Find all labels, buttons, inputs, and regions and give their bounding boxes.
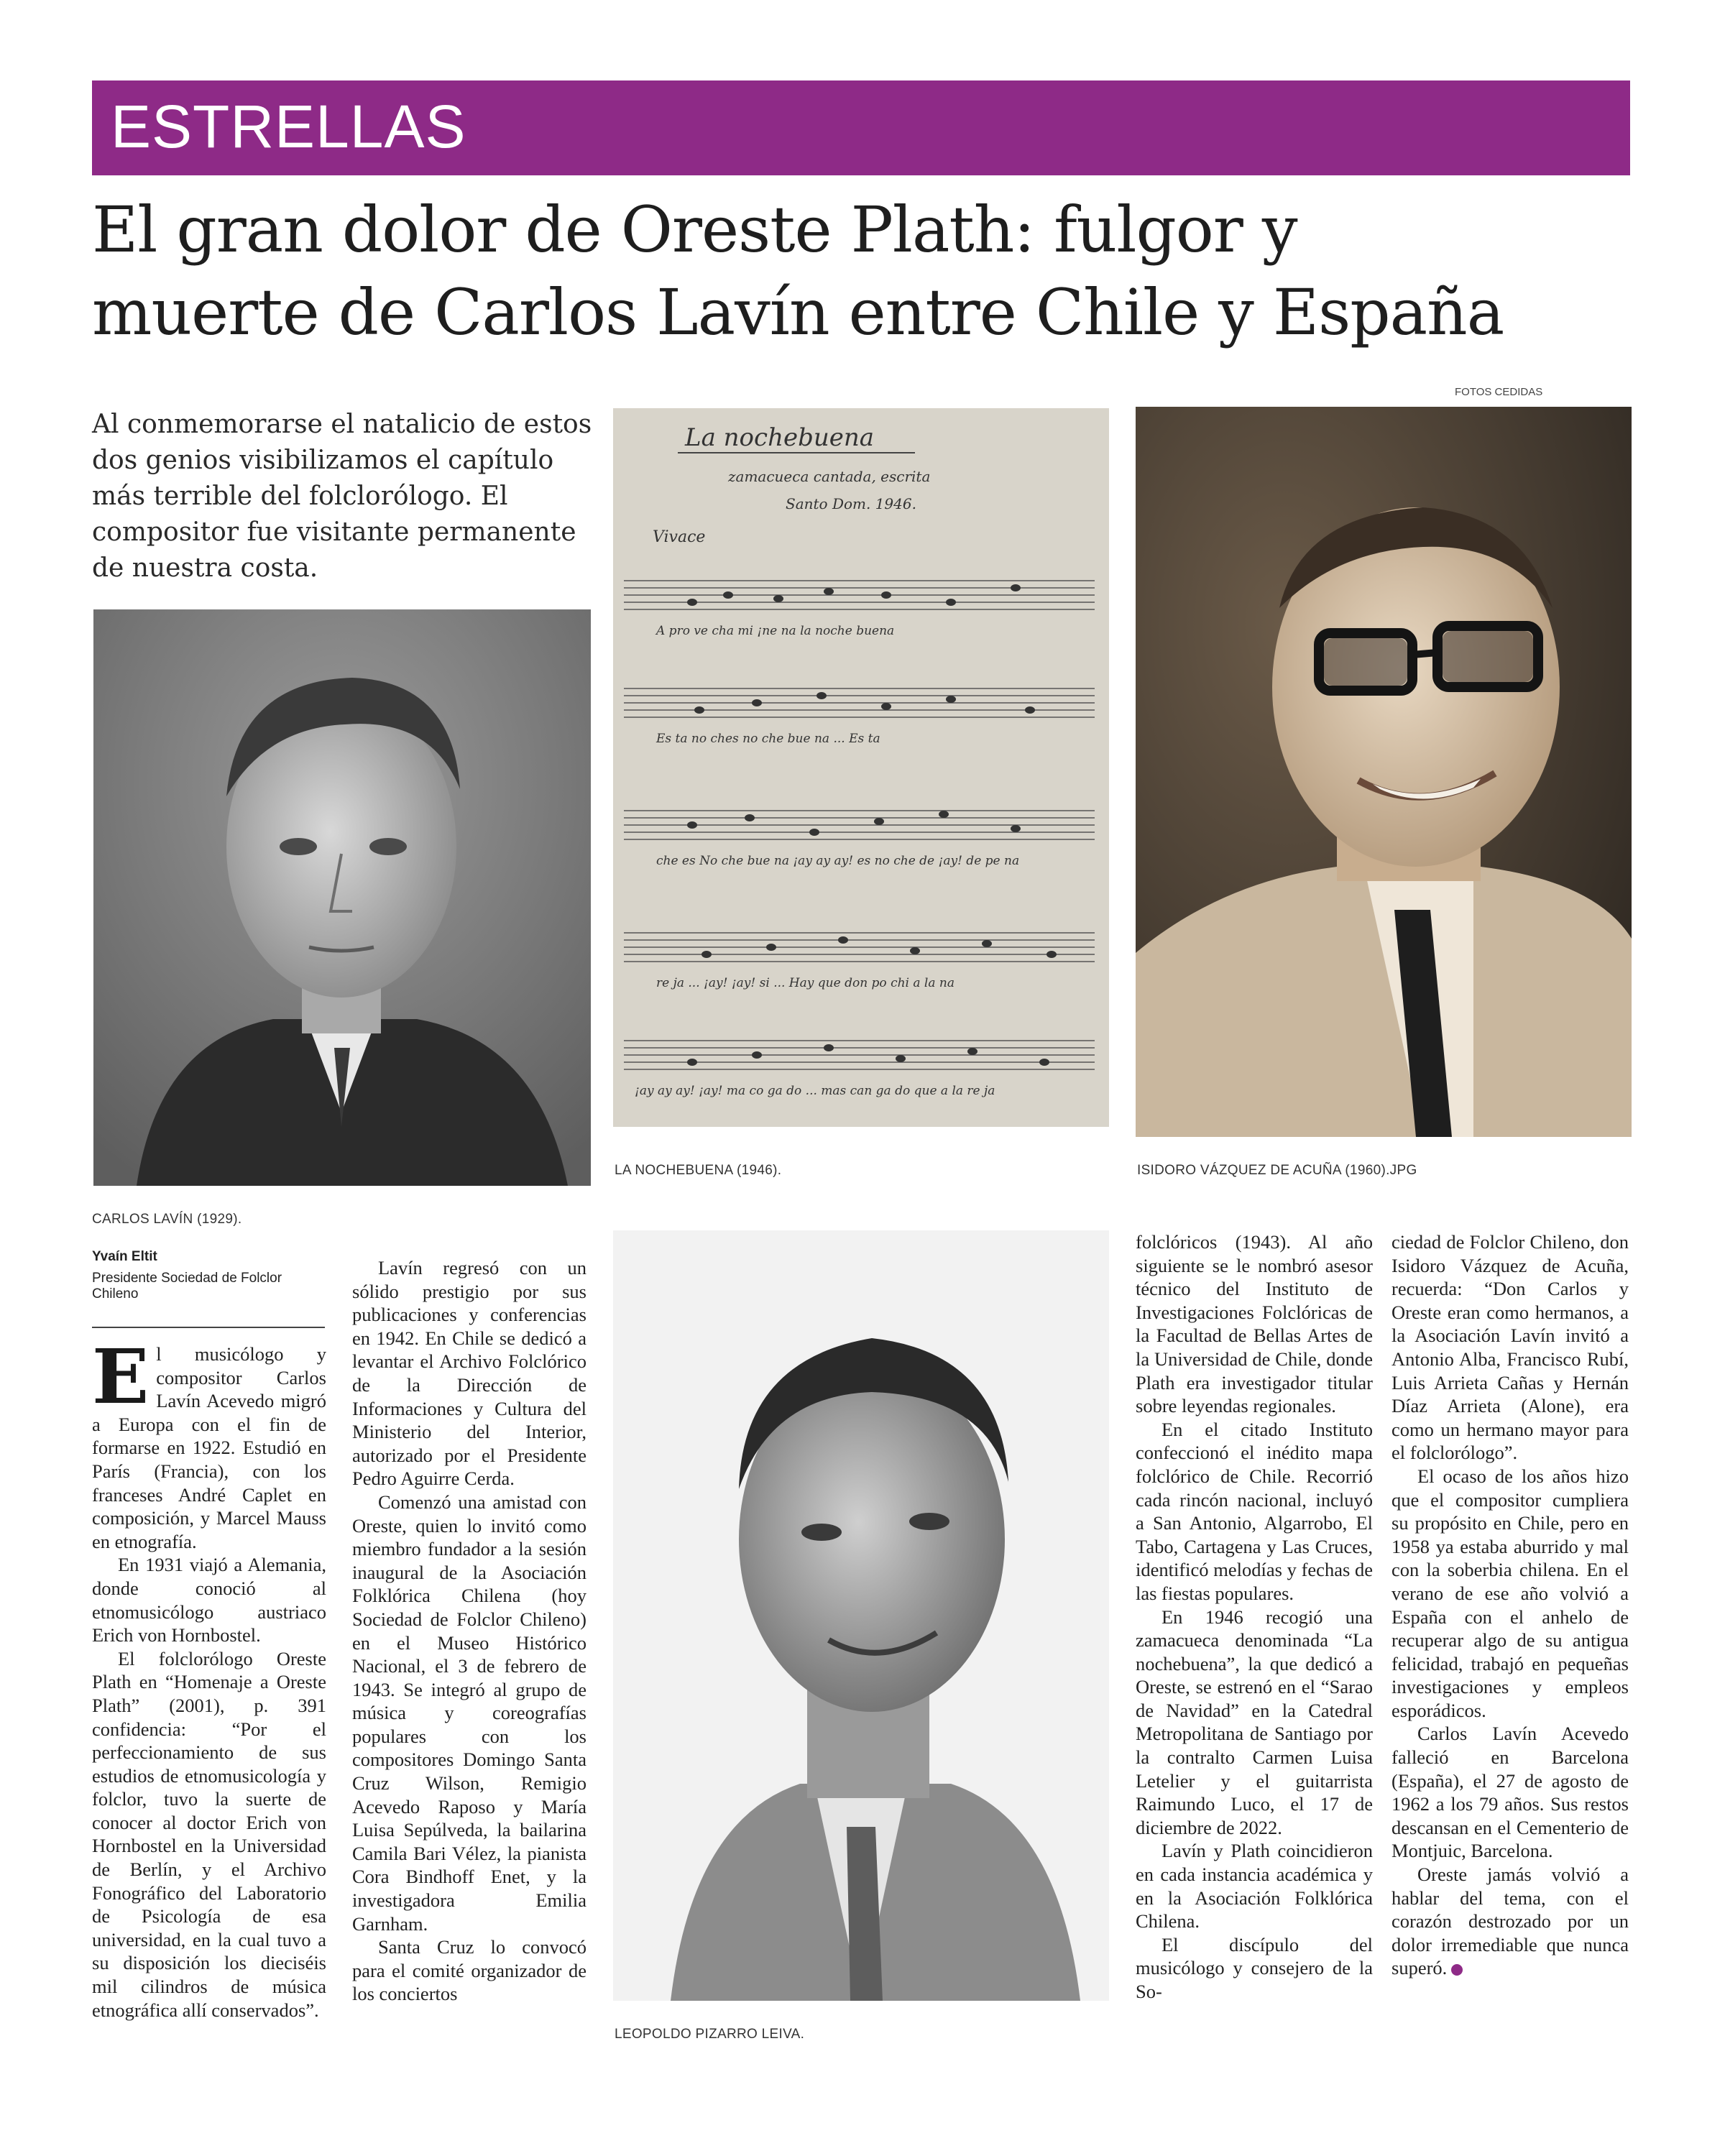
byline-rule [92,1327,325,1328]
photo-isidoro-vazquez [1136,407,1632,1137]
score-manuscript [613,408,1109,1127]
body-paragraph: En 1946 recogió una zamacueca denominada “La nochebuena”, la que dedicó a Oreste, se estrenó en el “Sarao de Navidad” en la Catedral Metropolitana de Santiago por la contralto Carmen Luisa Letelier y el guitarrista Raimundo Luco, el 17 de diciembre de 2022. [1136,1606,1373,1838]
photo-carlos-lavin [93,609,591,1186]
caption-leopoldo: LEOPOLDO PIZARRO LEIVA. [615,2027,805,2042]
byline-name: Yvaín Eltit [92,1249,157,1264]
deck-summary: Al conmemorarse el natalicio de estos dos genios visibilizamos el capítulo más terrible del folclorólogo. El compositor fue visitante permanente de nuestra costa. [92,410,592,583]
body-column-4 [1392,1230,1629,1980]
headline [92,188,1644,354]
body-paragraph: Santa Cruz lo convocó para el comité organizador de los conciertos [352,1936,586,2005]
headline-line-1: El gran dolor de Oreste Plath: fulgor y [92,193,1297,267]
caption-isidoro: ISIDORO VÁZQUEZ DE ACUÑA (1960).JPG [1137,1163,1417,1178]
body-paragraph: Lavín regresó con un sólido prestigio por sus publicaciones y conferencias en 1942. En Chile se dedicó a levantar el Archivo Folclórico de la Dirección de Informaciones y Cultura del Ministerio del Interior, autorizado por el Presidente Pedro Aguirre Cerda. [352,1257,586,1490]
body-paragraph: En 1931 viajó a Alemania, donde conoció al etnomusicólogo austriaco Erich von Hornbostel. [92,1554,326,1646]
photo-leopoldo-pizarro [613,1230,1109,2001]
body-paragraph: El ocaso de los años hizo que el compositor cumpliera su propósito en Chile, pero en 1958 ya estaba aburrido y mal con la soberbia chilena. En el verano de ese año volvió a España con el anhelo de recuperar algo de su antigua felicidad, trabajó en pequeñas investigaciones y empleos esporádicos. [1392,1465,1629,1721]
caption-carlos-lavin: CARLOS LAVÍN (1929). [92,1212,242,1227]
body-paragraph: Carlos Lavín Acevedo falleció en Barcelona (España), el 27 de agosto de 1962 a los 79 años. Sus restos descansan en el Cementerio de Montjuic, Barcelona. [1392,1723,1629,1862]
score-subtitle-1: zamacueca cantada, escrita [728,468,931,485]
section-label: ESTRELLAS [111,93,466,160]
score-subtitle-2: Santo Dom. 1946. [786,495,916,512]
portrait-carlos-lavin [93,609,591,1186]
body-paragraph: El musicólogo y compositor Carlos Lavín Acevedo migró a Europa con el fin de formarse en 1922. Estudió en París (Francia), con los franceses André Caplet en composición, y Marcel Mauss en etnografía. [92,1332,326,1552]
body-paragraph: folclóricos (1943). Al año siguiente se le nombró asesor técnico del Instituto de Investigaciones Folclóricas de la Facultad de Bellas Artes de la Universidad de Chile, donde Plath era investigador titular sobre leyendas regionales. [1136,1231,1373,1417]
portrait-isidoro-vazquez [1136,407,1632,1137]
portrait-leopoldo-pizarro [613,1230,1109,2001]
body-paragraph: En el citado Instituto confeccionó el inédito mapa folclórico de Chile. Recorrió cada rincón nacional, incluyó a San Antonio, Algarrobo, El Tabo, Cartagena y Las Cruces, identificó melodías y fechas de las fiestas populares. [1136,1418,1373,1604]
score-tempo: Vivace [653,528,706,546]
byline-role: Presidente Sociedad de Folclor Chileno [92,1271,282,1302]
caption-nochebuena: LA NOCHEBUENA (1946). [615,1163,782,1178]
body-column-3 [1136,1230,1373,2004]
body-paragraph: ciedad de Folclor Chileno, don Isidoro Vázquez de Acuña, recuerda: “Don Carlos y Oreste eran como hermanos, a la Asociación Lavín invitó a Antonio Alba, Francisco Rubí, Luis Arrieta Cañas y Hernán Díaz Arrieta (Alone), era como un hermano mayor para el folclorólogo”. [1392,1231,1629,1464]
section-bar [92,80,1630,175]
score-lyric-3: che es No che bue na ¡ay ay ay! es no che de ¡ay! de pe na [656,854,1020,868]
score-lyric-2: Es ta no ches no che bue na ... Es ta [656,732,880,746]
photo-credit: FOTOS CEDIDAS [1455,386,1543,398]
body-paragraph: El folclorólogo Oreste Plath en “Homenaje a Oreste Plath” (2001), p. 391 confidencia: “Por el perfeccionamiento de sus estudios de etnomusicología y folclor, tuvo la suerte de conocer al doctor Erich von Hornbostel en la Universidad de Berlín, y el Archivo Fonográfico del Laboratorio de Psicología de esa universidad, en la cual tuvo a su disposición los dieciséis mil cilindros de música etnográfica allí conservados”. [92,1647,326,2021]
body-paragraph: Oreste jamás volvió a hablar del tema, con el corazón destrozado por un dolor irremediable que nunca superó. ✪ [1392,1864,1629,1979]
body-paragraph: El discípulo del musicólogo y consejero de la So- [1136,1933,1373,2002]
body-paragraph: Lavín y Plath coincidieron en cada instancia académica y en la Asociación Folklórica Chilena. [1136,1840,1373,1932]
headline-line-2: muerte de Carlos Lavín entre Chile y España [92,275,1504,349]
drop-cap: E [92,1332,150,1421]
score-lyric-5: ¡ay ay ay! ¡ay! ma co ga do ... mas can ga do que a la re ja [635,1084,995,1098]
score-lyric-1: A pro ve cha mi ¡ne na la noche buena [656,624,895,638]
score-lyric-4: re ja ... ¡ay! ¡ay! si ... Hay que don po chi a la na [656,976,954,990]
body-column-2 [352,1256,586,2006]
body-column-1 [92,1332,326,2022]
score-title: La nochebuena [685,423,875,452]
photo-nochebuena-score [613,408,1109,1127]
end-mark-icon: ✪ [1451,1964,1463,1976]
body-paragraph: Comenzó una amistad con Oreste, quien lo invitó como miembro fundador a la sesión inaugural de la Asociación Folklórica Chilena (hoy Sociedad de Folclor Chileno) en el Museo Histórico Nacional, el 3 de febrero de 1943. Se integró al grupo de música y coreografías populares con los compositores Domingo Santa Cruz Wilson, Remigio Acevedo Raposo y María Luisa Sepúlveda, la bailarina Camila Bari Vélez, la pianista Cora Bindhoff Enet, y la investigadora Emilia Garnham. [352,1491,586,1935]
